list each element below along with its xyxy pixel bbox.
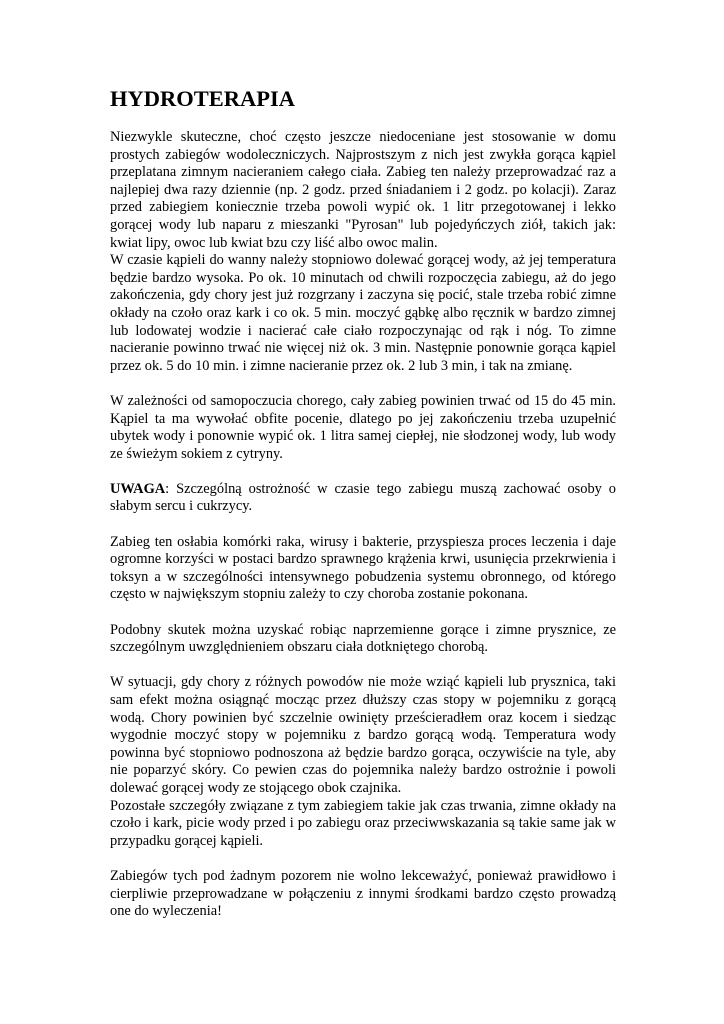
paragraph-benefits: Zabieg ten osłabia komórki raka, wirusy i bakterie, przyspiesza proces leczenia i daje ogromne korzyści w postaci bardzo sprawnego krążenia krwi, usunięcia przekrwienia i toksyn a w szczególności intensywnego pobudzenia systemu obronnego, od którego często w największym stopniu zależy to czy choroba zostanie pokonana. — [110, 533, 616, 603]
warning-label: UWAGA — [110, 480, 166, 497]
document-page — [110, 86, 616, 921]
warning-text: : Szczególną ostrożność w czasie tego zabiegu muszą zachować osoby o słabym sercu i cukrzycy. — [110, 480, 616, 515]
document-title: HYDROTERAPIA — [110, 86, 296, 111]
paragraph-bath-procedure: W czasie kąpieli do wanny należy stopniowo dolewać gorącej wody, aż jej temperatura będzie bardzo wysoka. Po ok. 10 minutach od chwili rozpoczęcia zabiegu, aż do jego zakończenia, gdy chory jest już rozgrzany i zaczyna się pocić, stale trzeba robić zimne okłady na czoło oraz kark i co ok. 5 min. moczyć gąbkę albo ręcznik w bardzo zimnej lub lodowatej wodzie i nacierać całe ciało rozpoczynając od rąk i nóg. To zimne nacieranie powinno trwać nie więcej niż ok. 3 min. Następnie ponownie gorąca kąpiel przez ok. 5 do 10 min. i zimne nacieranie przez ok. 2 lub 3 min, i tak na zmianę. — [110, 252, 616, 374]
paragraph-showers: Podobny skutek można uzyskać robiąc naprzemienne gorące i zimne prysznice, ze szczególnym uwzględnieniem obszaru ciała dotkniętego chorobą. — [110, 621, 616, 656]
paragraph-conclusion: Zabiegów tych pod żadnym pozorem nie wolno lekceważyć, ponieważ prawidłowo i cierpliwie przeprowadzane w połączeniu z innymi środkami bardzo często prowadzą one do wyleczenia! — [110, 867, 616, 920]
paragraph-foot-bath: W sytuacji, gdy chory z różnych powodów nie może wziąć kąpieli lub prysznica, taki sam efekt można osiągnąć mocząc przez dłuższy czas stopy w pojemniku z gorącą wodą. Chory powinien być szczelnie owinięty prześcieradłem oraz kocem i siedząc wygodnie moczyć stopy w pojemniku z bardzo gorącą wodą. Temperatura wody powinna być stopniowo podnoszona aż będzie bardzo gorąca, oczywiście na tyle, aby nie poparzyć skóry. Co pewien czas do pojemnika należy bardzo ostrożnie i powoli dolewać gorącej wody ze stojącego obok czajnika. — [110, 674, 616, 796]
paragraph-duration: W zależności od samopoczucia chorego, cały zabieg powinien trwać od 15 do 45 min. Kąpiel ta ma wywołać obfite pocenie, dlatego po jej zakończeniu trzeba uzupełnić ubytek wody i ponownie wypić ok. 1 litra samej ciepłej, nie słodzonej wody, lub wody ze świeżym sokiem z cytryny. — [110, 392, 616, 462]
paragraph-details: Pozostałe szczegóły związane z tym zabiegiem takie jak czas trwania, zimne okłady na czoło i kark, picie wody przed i po zabiegu oraz przeciwwskazania są takie same jak w przypadku gorącej kąpieli. — [110, 797, 616, 849]
paragraph-warning — [110, 481, 616, 516]
paragraph-intro: Niezwykle skuteczne, choć często jeszcze niedoceniane jest stosowanie w domu prostych zabiegów wodoleczniczych. Najprostszym z nich jest zwykła gorąca kąpiel przeplatana zimnym nacieraniem całego ciała. Zabieg ten należy przeprowadzać raz a najlepiej dwa razy dziennie (np. 2 godz. przed śniadaniem i 2 godz. po kolacji). Zaraz przed zabiegiem koniecznie trzeba powoli wypić ok. 1 litr przegotowanej i lekko gorącej wody lub naparu z mieszanki "Pyrosan" lub pojedyńczych ziół, takich jak: kwiat lipy, owoc lub kwiat bzu czy liść albo owoc malin. — [110, 129, 616, 251]
